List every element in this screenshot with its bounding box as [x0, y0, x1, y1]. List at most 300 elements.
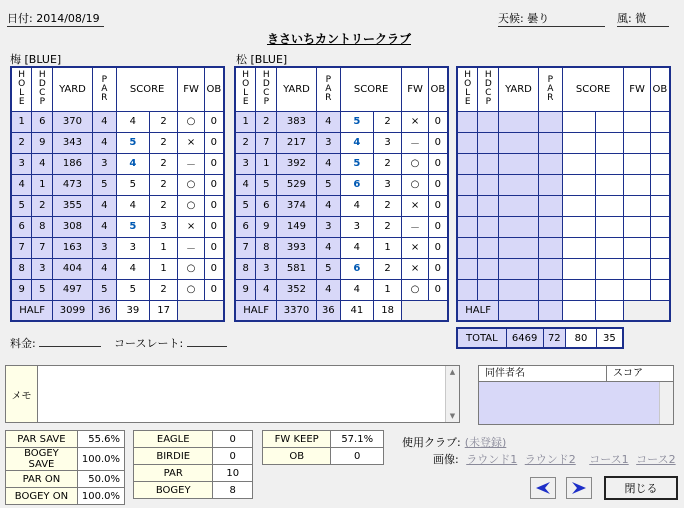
cell-ob[interactable]: 0 [428, 216, 448, 237]
cell-hdcp [478, 195, 499, 216]
half-label: HALF [457, 300, 499, 321]
cell-putt[interactable]: 2 [373, 153, 402, 174]
cell-hdcp [478, 111, 499, 132]
cell-par: 4 [92, 195, 116, 216]
cell-fw[interactable]: ○ [178, 111, 204, 132]
arrow-right-icon [570, 481, 588, 495]
stat-row [134, 482, 253, 499]
cell-fw[interactable] [624, 258, 650, 279]
hole-row [11, 111, 224, 132]
image-link-round1[interactable]: ラウンド1 [466, 453, 518, 466]
cell-fw[interactable]: × [402, 258, 428, 279]
cell-par: 4 [92, 216, 116, 237]
cell-hole [457, 216, 478, 237]
scorecard-round1 [10, 66, 225, 322]
cell-score[interactable] [562, 111, 595, 132]
memo-label: メモ [6, 366, 38, 422]
cell-yard: 352 [277, 279, 317, 300]
cell-hdcp: 6 [32, 111, 53, 132]
stat-row [6, 488, 125, 505]
hole-row [11, 174, 224, 195]
header-ob: OB [204, 67, 224, 111]
cell-ob[interactable] [650, 153, 670, 174]
stats-score-types [133, 430, 253, 499]
cell-putt[interactable]: 2 [149, 111, 178, 132]
cell-ob[interactable] [650, 237, 670, 258]
cell-score[interactable]: 4 [116, 258, 149, 279]
cell-ob[interactable]: 0 [204, 111, 224, 132]
cell-score[interactable]: 4 [340, 195, 373, 216]
header-hole: H O L E [11, 67, 32, 111]
cell-fw[interactable] [624, 216, 650, 237]
cell-putt[interactable] [595, 111, 624, 132]
cell-putt[interactable]: 2 [149, 153, 178, 174]
header-ob: OB [650, 67, 670, 111]
cell-hdcp [478, 237, 499, 258]
cell-hdcp: 1 [32, 174, 53, 195]
cell-yard [499, 174, 539, 195]
cell-score[interactable]: 6 [340, 174, 373, 195]
cell-hole: 4 [11, 174, 32, 195]
cell-hole: 8 [11, 258, 32, 279]
hole-row [235, 174, 448, 195]
hole-row [457, 153, 670, 174]
cell-yard: 186 [53, 153, 93, 174]
stat-value: 50.0% [77, 471, 124, 488]
cell-par [538, 237, 562, 258]
cell-ob[interactable]: 0 [428, 279, 448, 300]
header-yard: YARD [277, 67, 317, 111]
prev-button[interactable] [530, 477, 556, 499]
cell-score[interactable]: 4 [340, 237, 373, 258]
cell-putt[interactable] [595, 153, 624, 174]
stat-label: PAR SAVE [6, 431, 78, 448]
cell-putt[interactable]: 2 [149, 195, 178, 216]
cell-score[interactable] [562, 153, 595, 174]
cell-par: 4 [316, 153, 340, 174]
cell-yard [499, 195, 539, 216]
cell-par [538, 174, 562, 195]
cell-hdcp [478, 153, 499, 174]
weather-label: 天候: [498, 12, 524, 25]
cell-par: 5 [316, 174, 340, 195]
header-par: P A R [92, 67, 116, 111]
cell-ob[interactable]: 0 [204, 279, 224, 300]
scorecard-round3 [456, 66, 671, 322]
cell-score[interactable]: 4 [116, 195, 149, 216]
header-hdcp: H D C P [32, 67, 53, 111]
cell-score[interactable]: 4 [340, 279, 373, 300]
cell-yard: 581 [277, 258, 317, 279]
cell-fw[interactable]: × [402, 195, 428, 216]
cell-putt[interactable]: 3 [373, 174, 402, 195]
cell-score[interactable]: 5 [116, 174, 149, 195]
cell-fw[interactable] [624, 111, 650, 132]
cell-fw[interactable] [624, 195, 650, 216]
cell-yard [499, 237, 539, 258]
stat-row [6, 448, 125, 471]
cell-yard: 217 [277, 132, 317, 153]
hole-row [235, 153, 448, 174]
hole-row [457, 195, 670, 216]
companion-score-header: スコア [613, 368, 643, 379]
image-link-course2[interactable]: コース2 [636, 453, 676, 466]
cell-ob[interactable]: 0 [204, 153, 224, 174]
images-field [433, 451, 676, 467]
cell-hole: 1 [11, 111, 32, 132]
cell-fw[interactable]: ○ [402, 279, 428, 300]
cell-putt[interactable]: 3 [149, 216, 178, 237]
cell-fw[interactable] [624, 132, 650, 153]
cell-ob[interactable]: 0 [428, 153, 448, 174]
cell-putt[interactable] [595, 216, 624, 237]
cell-fw[interactable] [624, 174, 650, 195]
stat-row [6, 471, 125, 488]
cell-score[interactable]: 3 [340, 216, 373, 237]
round1-label: 梅 [BLUE] [10, 53, 62, 66]
wind-label: 風: [617, 12, 632, 25]
header-ob: OB [428, 67, 448, 111]
cell-yard: 343 [53, 132, 93, 153]
cell-fw[interactable]: － [402, 216, 428, 237]
cell-par [538, 111, 562, 132]
cell-putt[interactable] [595, 279, 624, 300]
cell-putt[interactable] [595, 258, 624, 279]
cell-fw[interactable]: ○ [178, 195, 204, 216]
cell-hdcp [478, 279, 499, 300]
stat-value: 10 [213, 465, 253, 482]
date-value: 2014/08/19 [36, 12, 100, 25]
stat-label: FW KEEP [263, 431, 331, 448]
cell-hole: 6 [11, 216, 32, 237]
cell-par: 4 [316, 237, 340, 258]
half-yard: 3370 [277, 300, 317, 321]
cell-ob[interactable]: 0 [204, 258, 224, 279]
cell-hole: 6 [235, 216, 256, 237]
cell-par: 3 [92, 237, 116, 258]
cell-ob[interactable]: 0 [204, 132, 224, 153]
cell-ob[interactable]: 0 [204, 195, 224, 216]
total-par: 72 [543, 328, 566, 348]
cell-fw[interactable]: － [402, 132, 428, 153]
cell-putt[interactable]: 3 [373, 132, 402, 153]
cell-fw[interactable]: ○ [178, 279, 204, 300]
stat-label: PAR ON [6, 471, 78, 488]
cell-putt[interactable]: 1 [373, 237, 402, 258]
cell-yard: 497 [53, 279, 93, 300]
cell-ob[interactable] [650, 258, 670, 279]
cell-par: 4 [316, 195, 340, 216]
cell-hole [457, 111, 478, 132]
cell-score[interactable] [562, 237, 595, 258]
half-score: 39 [116, 300, 149, 321]
header-score: SCORE [562, 67, 623, 111]
cell-fw[interactable]: × [402, 111, 428, 132]
cell-hole: 7 [11, 237, 32, 258]
cell-yard [499, 279, 539, 300]
total-putt: 35 [596, 328, 623, 348]
cell-ob[interactable] [650, 279, 670, 300]
cell-hdcp [478, 258, 499, 279]
cell-fw[interactable]: × [402, 237, 428, 258]
cell-score[interactable]: 5 [116, 279, 149, 300]
hole-row [457, 132, 670, 153]
cell-hole: 4 [235, 174, 256, 195]
cell-hole: 8 [235, 258, 256, 279]
companion-scrollbar[interactable] [659, 382, 673, 424]
half-spacer [402, 300, 448, 321]
cell-fw[interactable]: － [178, 237, 204, 258]
cell-ob[interactable]: 0 [204, 174, 224, 195]
weather-field [498, 10, 605, 27]
stat-label: BOGEY [134, 482, 213, 499]
cell-fw[interactable] [624, 279, 650, 300]
close-button[interactable]: 閉じる [604, 476, 678, 500]
fee-field [10, 335, 101, 351]
scroll-down-icon[interactable]: ▼ [449, 412, 456, 420]
stat-row [134, 448, 253, 465]
cell-score[interactable]: 5 [116, 216, 149, 237]
cell-ob[interactable]: 0 [428, 132, 448, 153]
cell-score[interactable]: 5 [116, 132, 149, 153]
stat-row [6, 431, 125, 448]
date-field [7, 10, 104, 27]
cell-hole [457, 174, 478, 195]
stat-label: BOGEY ON [6, 488, 78, 505]
cell-par [538, 153, 562, 174]
cell-fw[interactable] [624, 237, 650, 258]
cell-fw[interactable]: × [178, 132, 204, 153]
half-par: 36 [92, 300, 116, 321]
cell-putt[interactable]: 2 [373, 111, 402, 132]
cell-hole [457, 258, 478, 279]
cell-ob[interactable]: 0 [204, 216, 224, 237]
stat-value: 8 [213, 482, 253, 499]
cell-putt[interactable]: 2 [373, 258, 402, 279]
cell-score[interactable]: 5 [340, 153, 373, 174]
cell-par: 4 [92, 258, 116, 279]
cell-ob[interactable]: 0 [428, 174, 448, 195]
cell-yard: 370 [53, 111, 93, 132]
half-score: 41 [340, 300, 373, 321]
course-title: きさいちカントリークラブ [266, 32, 411, 46]
header-par: P A R [316, 67, 340, 111]
header-par: P A R [538, 67, 562, 111]
cell-score[interactable]: 5 [340, 111, 373, 132]
hole-row [457, 237, 670, 258]
cell-putt[interactable] [595, 195, 624, 216]
cell-yard [499, 216, 539, 237]
cell-putt[interactable]: 2 [373, 216, 402, 237]
images-label: 画像: [433, 453, 459, 466]
cell-hdcp [478, 132, 499, 153]
hole-row [235, 195, 448, 216]
half-row [235, 300, 448, 321]
course-rate-field [114, 335, 227, 351]
cell-putt[interactable]: 2 [373, 195, 402, 216]
image-link-round2[interactable]: ラウンド2 [524, 453, 576, 466]
arrow-left-icon [534, 481, 552, 495]
cell-yard: 149 [277, 216, 317, 237]
stat-row [134, 431, 253, 448]
half-yard [499, 300, 539, 321]
memo-scrollbar[interactable] [445, 366, 459, 422]
cell-hole: 5 [235, 195, 256, 216]
hole-row [457, 111, 670, 132]
club-link[interactable]: (未登録) [464, 436, 507, 449]
cell-par: 4 [316, 279, 340, 300]
half-score [562, 300, 595, 321]
cell-par: 5 [316, 258, 340, 279]
header-score: SCORE [116, 67, 177, 111]
next-button[interactable] [566, 477, 592, 499]
club-label: 使用クラブ: [402, 436, 461, 449]
cell-putt[interactable]: 2 [149, 132, 178, 153]
cell-yard: 392 [277, 153, 317, 174]
companion-name-header: 同伴者名 [479, 366, 607, 381]
wind-value: 微 [635, 12, 647, 25]
cell-fw[interactable]: － [178, 153, 204, 174]
cell-hdcp: 2 [256, 111, 277, 132]
stat-row [263, 431, 384, 448]
cell-fw[interactable]: × [178, 216, 204, 237]
cell-hdcp [478, 216, 499, 237]
companion-list[interactable] [478, 365, 674, 425]
hole-row [457, 258, 670, 279]
cell-ob[interactable]: 0 [204, 237, 224, 258]
cell-hole [457, 132, 478, 153]
cell-fw[interactable]: ○ [178, 258, 204, 279]
cell-hole: 3 [235, 153, 256, 174]
cell-hdcp: 4 [256, 279, 277, 300]
half-putt: 18 [373, 300, 402, 321]
cell-ob[interactable]: 0 [428, 258, 448, 279]
header-hole: H O L E [235, 67, 256, 111]
fee-label: 料金: [10, 337, 36, 350]
cell-putt[interactable] [595, 237, 624, 258]
cell-score[interactable] [562, 174, 595, 195]
hole-row [235, 132, 448, 153]
header-score: SCORE [340, 67, 401, 111]
cell-score[interactable] [562, 132, 595, 153]
hole-row [457, 174, 670, 195]
scroll-up-icon[interactable]: ▲ [449, 368, 456, 376]
half-row [457, 300, 670, 321]
cell-score[interactable] [562, 279, 595, 300]
cell-putt[interactable] [595, 174, 624, 195]
cell-hdcp: 3 [256, 258, 277, 279]
cell-putt[interactable] [595, 132, 624, 153]
cell-hdcp: 7 [256, 132, 277, 153]
cell-ob[interactable] [650, 216, 670, 237]
cell-ob[interactable] [650, 132, 670, 153]
cell-hole [457, 195, 478, 216]
cell-fw[interactable]: ○ [402, 153, 428, 174]
cell-par [538, 258, 562, 279]
cell-fw[interactable] [624, 153, 650, 174]
half-putt [595, 300, 624, 321]
hole-row [457, 279, 670, 300]
memo-box[interactable] [5, 365, 460, 423]
stat-label: EAGLE [134, 431, 213, 448]
cell-ob[interactable]: 0 [428, 195, 448, 216]
stat-label: BIRDIE [134, 448, 213, 465]
cell-ob[interactable]: 0 [428, 111, 448, 132]
stat-row [263, 448, 384, 465]
cell-score[interactable] [562, 258, 595, 279]
course-rate-label: コースレート: [114, 337, 184, 350]
cell-ob[interactable] [650, 111, 670, 132]
cell-hdcp: 2 [32, 195, 53, 216]
cell-putt[interactable]: 2 [149, 279, 178, 300]
date-label: 日付: [7, 12, 33, 25]
header-hdcp: H D C P [256, 67, 277, 111]
cell-yard: 355 [53, 195, 93, 216]
cell-hdcp [478, 174, 499, 195]
total-row [456, 327, 624, 349]
cell-hdcp: 8 [256, 237, 277, 258]
cell-yard [499, 132, 539, 153]
half-putt: 17 [149, 300, 178, 321]
cell-score[interactable]: 6 [340, 258, 373, 279]
cell-hole: 5 [11, 195, 32, 216]
cell-yard: 163 [53, 237, 93, 258]
image-link-course1[interactable]: コース1 [589, 453, 629, 466]
cell-hdcp: 4 [32, 153, 53, 174]
round2-label: 松 [BLUE] [236, 53, 288, 66]
half-label: HALF [235, 300, 277, 321]
half-spacer [624, 300, 670, 321]
cell-hole: 1 [235, 111, 256, 132]
cell-hdcp: 8 [32, 216, 53, 237]
club-field [402, 434, 506, 450]
cell-hdcp: 3 [32, 258, 53, 279]
total-label: TOTAL [457, 328, 506, 348]
cell-hdcp: 5 [256, 174, 277, 195]
cell-putt[interactable]: 1 [373, 279, 402, 300]
cell-score[interactable]: 3 [116, 237, 149, 258]
cell-hdcp: 9 [256, 216, 277, 237]
cell-hdcp: 5 [32, 279, 53, 300]
cell-putt[interactable]: 1 [149, 258, 178, 279]
cell-ob[interactable] [650, 195, 670, 216]
cell-score[interactable]: 4 [116, 111, 149, 132]
hole-row [11, 132, 224, 153]
header-hole: H O L E [457, 67, 478, 111]
cell-putt[interactable]: 2 [149, 174, 178, 195]
hole-row [235, 279, 448, 300]
stat-label: PAR [134, 465, 213, 482]
header-fw: FW [402, 67, 428, 111]
cell-yard [499, 153, 539, 174]
cell-score[interactable]: 4 [116, 153, 149, 174]
cell-yard: 404 [53, 258, 93, 279]
cell-score[interactable]: 4 [340, 132, 373, 153]
cell-par: 3 [316, 132, 340, 153]
cell-ob[interactable]: 0 [428, 237, 448, 258]
stat-row [134, 465, 253, 482]
cell-ob[interactable] [650, 174, 670, 195]
hole-row [11, 216, 224, 237]
cell-fw[interactable]: ○ [402, 174, 428, 195]
wind-field [617, 10, 669, 27]
cell-fw[interactable]: ○ [178, 174, 204, 195]
cell-hole: 2 [235, 132, 256, 153]
stat-value: 0 [213, 431, 253, 448]
cell-score[interactable] [562, 195, 595, 216]
cell-putt[interactable]: 1 [149, 237, 178, 258]
cell-score[interactable] [562, 216, 595, 237]
